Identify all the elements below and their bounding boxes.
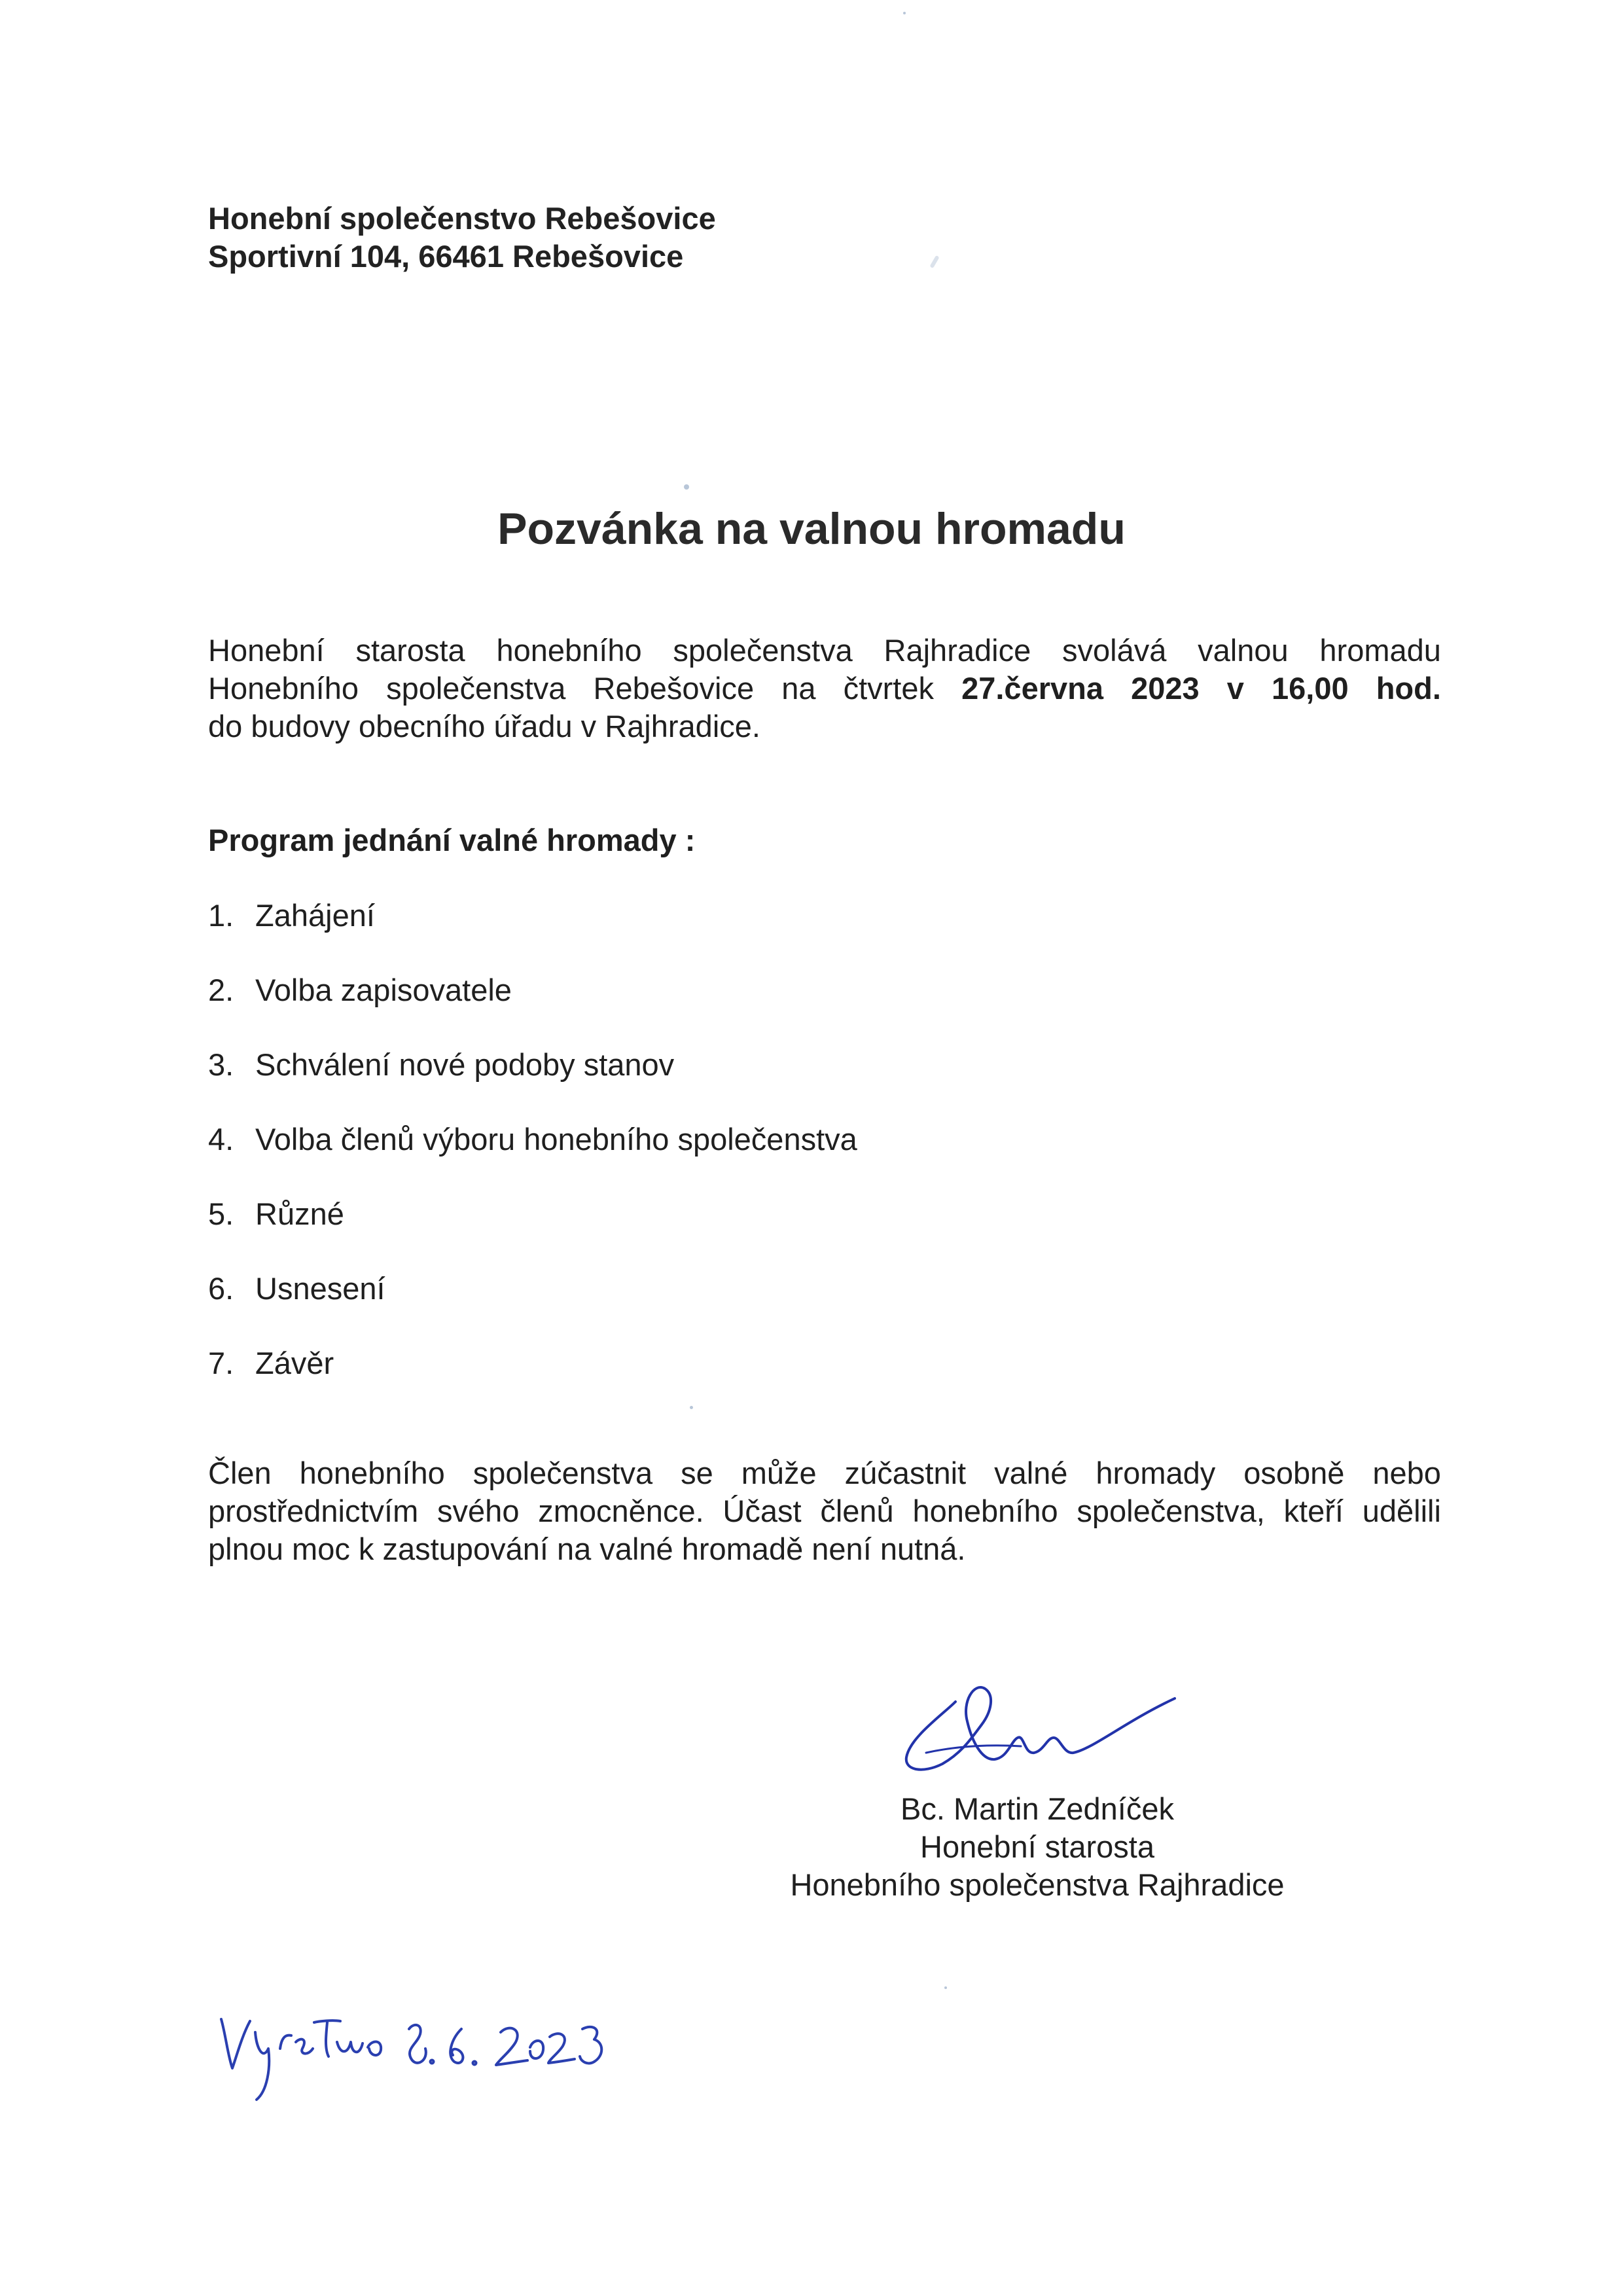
agenda-label: Volba zapisovatele	[255, 973, 512, 1007]
scan-speck	[929, 255, 939, 268]
agenda-label: Schválení nové podoby stanov	[255, 1047, 675, 1082]
closing-word: prostřednictvím	[208, 1494, 419, 1528]
closing-line-3: plnou moc k zastupování na valné hromadě není nutná.	[208, 1532, 966, 1566]
closing-word: Účast	[722, 1494, 802, 1528]
agenda-list	[208, 897, 857, 1419]
agenda-number: 3.	[208, 1047, 234, 1082]
meeting-date-word: 2023	[1131, 671, 1200, 706]
signer-name: Bc. Martin Zedníček	[901, 1791, 1174, 1826]
closing-word: zmocněnce.	[538, 1494, 704, 1528]
meeting-date-word: 27.června	[961, 671, 1103, 706]
intro-word: honebního	[496, 633, 642, 668]
agenda-number: 4.	[208, 1122, 234, 1157]
agenda-label: Zahájení	[255, 898, 375, 933]
intro-paragraph	[208, 632, 1441, 745]
scan-speck	[903, 12, 906, 14]
scan-speck	[690, 1406, 693, 1409]
intro-word: na	[781, 671, 816, 706]
closing-word: honebního	[912, 1494, 1058, 1528]
scan-speck	[944, 1986, 947, 1989]
intro-word: Rebešovice	[593, 671, 755, 706]
agenda-item	[208, 971, 857, 1046]
closing-word: nebo	[1372, 1456, 1441, 1490]
closing-word: valné	[994, 1456, 1068, 1490]
agenda-item	[208, 1270, 857, 1344]
closing-word: hromady	[1096, 1456, 1216, 1490]
closing-line-1	[208, 1454, 1441, 1492]
intro-word: svolává	[1062, 633, 1167, 668]
intro-line-3: do budovy obecního úřadu v Rajhradice.	[208, 709, 760, 744]
intro-word: čtvrtek	[843, 671, 934, 706]
agenda-item	[208, 1195, 857, 1270]
agenda-number: 2.	[208, 973, 234, 1007]
closing-word: kteří	[1283, 1494, 1344, 1528]
agenda-item	[208, 1046, 857, 1121]
intro-word: hromadu	[1319, 633, 1441, 668]
intro-word: společenstva	[386, 671, 566, 706]
signer-role: Honební starosta	[920, 1829, 1154, 1864]
closing-word: Člen	[208, 1456, 272, 1490]
signer-block	[733, 1790, 1342, 1904]
sender-address: Sportivní 104, 66461 Rebešovice	[208, 239, 684, 274]
closing-word: může	[741, 1456, 817, 1490]
closing-paragraph	[208, 1454, 1441, 1568]
intro-line-1	[208, 632, 1441, 670]
program-heading: Program jednání valné hromady :	[208, 823, 696, 857]
closing-word: se	[681, 1456, 713, 1490]
agenda-number: 7.	[208, 1346, 234, 1380]
agenda-label: Usnesení	[255, 1271, 385, 1306]
meeting-time-word: 16,00	[1271, 671, 1349, 706]
intro-word: starosta	[355, 633, 465, 668]
handwritten-posting-note	[203, 1983, 635, 2114]
intro-word: společenstva	[673, 633, 853, 668]
closing-word: společenstva,	[1077, 1494, 1265, 1528]
sender-block	[208, 200, 716, 276]
agenda-item	[208, 1344, 857, 1419]
closing-line-2	[208, 1492, 1441, 1530]
intro-word: Rajhradice	[883, 633, 1031, 668]
closing-word: honebního	[299, 1456, 445, 1490]
meeting-time-word: hod.	[1376, 671, 1441, 706]
closing-word: udělili	[1362, 1494, 1441, 1528]
agenda-number: 1.	[208, 898, 234, 933]
agenda-number: 6.	[208, 1271, 234, 1306]
signer-organization: Honebního společenstva Rajhradice	[790, 1867, 1285, 1902]
agenda-item	[208, 1121, 857, 1195]
intro-word: valnou	[1198, 633, 1289, 668]
sender-name: Honební společenstvo Rebešovice	[208, 201, 716, 236]
agenda-item	[208, 897, 857, 971]
document-title: Pozvánka na valnou hromadu	[497, 504, 1126, 554]
agenda-label: Závěr	[255, 1346, 334, 1380]
meeting-date-word: v	[1226, 671, 1244, 706]
intro-word: Honební	[208, 633, 325, 668]
scan-speck	[684, 484, 689, 490]
agenda-label: Různé	[255, 1196, 344, 1231]
agenda-number: 5.	[208, 1196, 234, 1231]
intro-line-2	[208, 670, 1441, 708]
closing-word: členů	[820, 1494, 894, 1528]
closing-word: osobně	[1243, 1456, 1345, 1490]
closing-word: svého	[437, 1494, 520, 1528]
closing-word: zúčastnit	[844, 1456, 967, 1490]
agenda-label: Volba členů výboru honebního společenstva	[255, 1122, 857, 1157]
intro-word: Honebního	[208, 671, 359, 706]
closing-word: společenstva	[473, 1456, 653, 1490]
handwritten-signature	[897, 1676, 1185, 1787]
